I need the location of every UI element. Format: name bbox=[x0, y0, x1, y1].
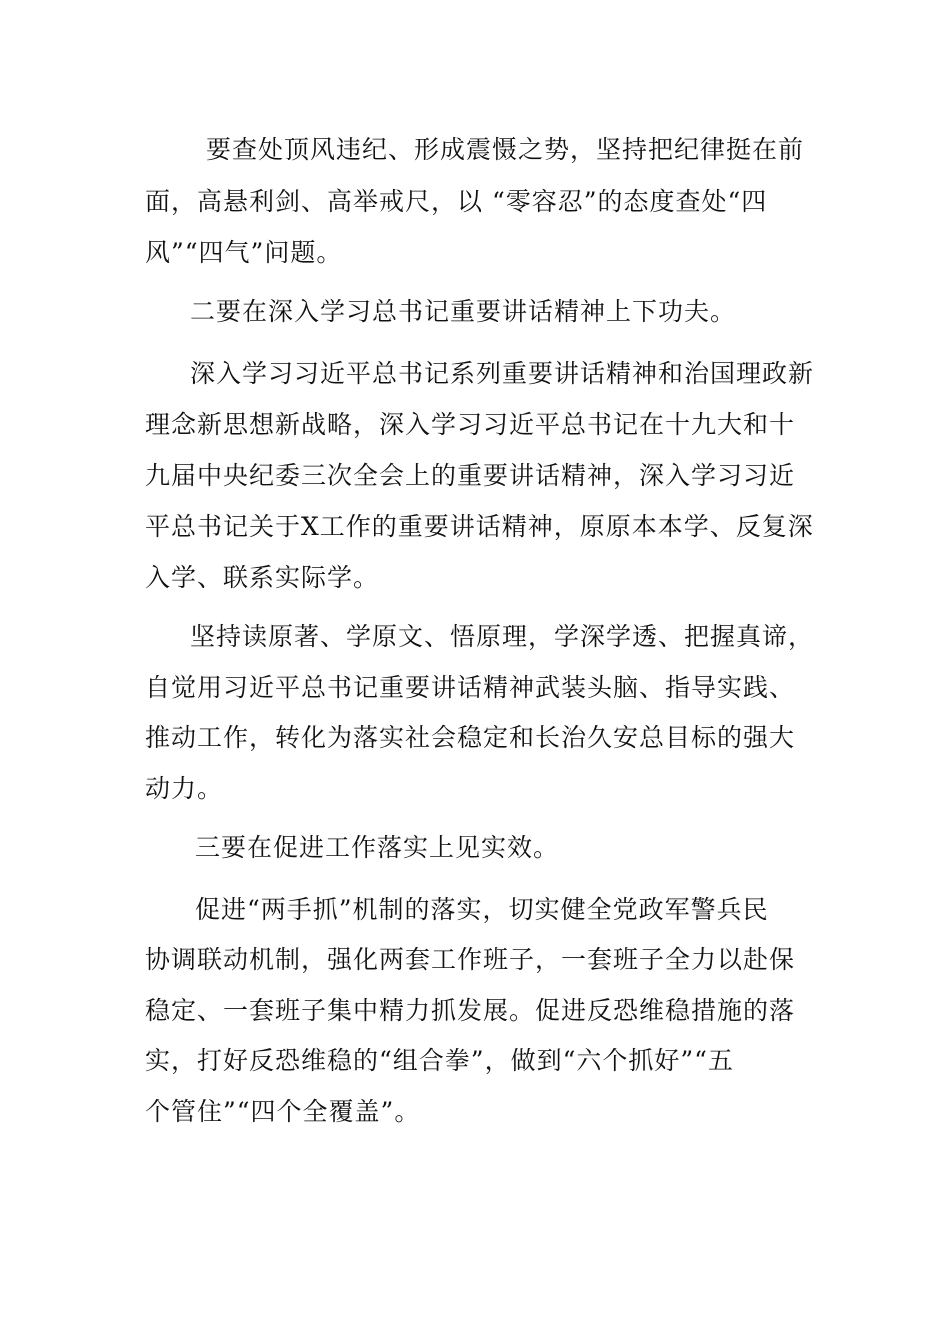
paragraph-6-line-4: 实，打好反恐维稳的“组合拳”，做到“六个抓好”“五 bbox=[145, 1046, 734, 1075]
paragraph-1-line-3: 风”“四气”问题。 bbox=[145, 238, 343, 267]
paragraph-4-line-4: 动力。 bbox=[145, 774, 224, 803]
paragraph-3-line-3: 九届中央纪委三次全会上的重要讲话精神，深入学习习近 bbox=[145, 461, 796, 490]
paragraph-3-line-5: 入学、联系实际学。 bbox=[145, 563, 380, 592]
paragraph-3-line-1: 深入学习习近平总书记系列重要讲话精神和治国理政新 bbox=[190, 359, 815, 388]
paragraph-6-line-3: 稳定、一套班子集中精力抓发展。促进反恐维稳措施的落 bbox=[145, 996, 796, 1025]
paragraph-4-line-2: 自觉用习近平总书记重要讲话精神武装头脑、指导实践、 bbox=[145, 673, 796, 702]
paragraph-6-line-5: 个管住”“四个全覆盖”。 bbox=[145, 1097, 421, 1126]
paragraph-4-line-3: 推动工作，转化为落实社会稳定和长治久安总目标的强大 bbox=[145, 723, 796, 752]
section-heading-3: 三要在促进工作落实上见实效。 bbox=[195, 833, 560, 862]
section-heading-2: 二要在深入学习总书记重要讲话精神上下功夫。 bbox=[190, 297, 737, 326]
paragraph-4-line-1: 坚持读原著、学原文、悟原理，学深学透、把握真谛， bbox=[190, 622, 815, 651]
paragraph-3-line-4: 平总书记关于X工作的重要讲话精神，原原本本学、反复深 bbox=[145, 512, 814, 541]
paragraph-6-line-2: 协调联动机制，强化两套工作班子，一套班子全力以赴保 bbox=[145, 945, 796, 974]
paragraph-1-line-1: 要查处顶风违纪、形成震慑之势，坚持把纪律挺在前 bbox=[206, 135, 805, 164]
paragraph-1-line-2: 面，高悬利剑、高举戒尺，以 “零容忍”的态度查处“四 bbox=[145, 187, 768, 216]
paragraph-6-line-1: 促进“两手抓”机制的落实，切实健全党政军警兵民 bbox=[195, 895, 769, 924]
paragraph-3-line-2: 理念新思想新战略，深入学习习近平总书记在十九大和十 bbox=[145, 410, 796, 439]
